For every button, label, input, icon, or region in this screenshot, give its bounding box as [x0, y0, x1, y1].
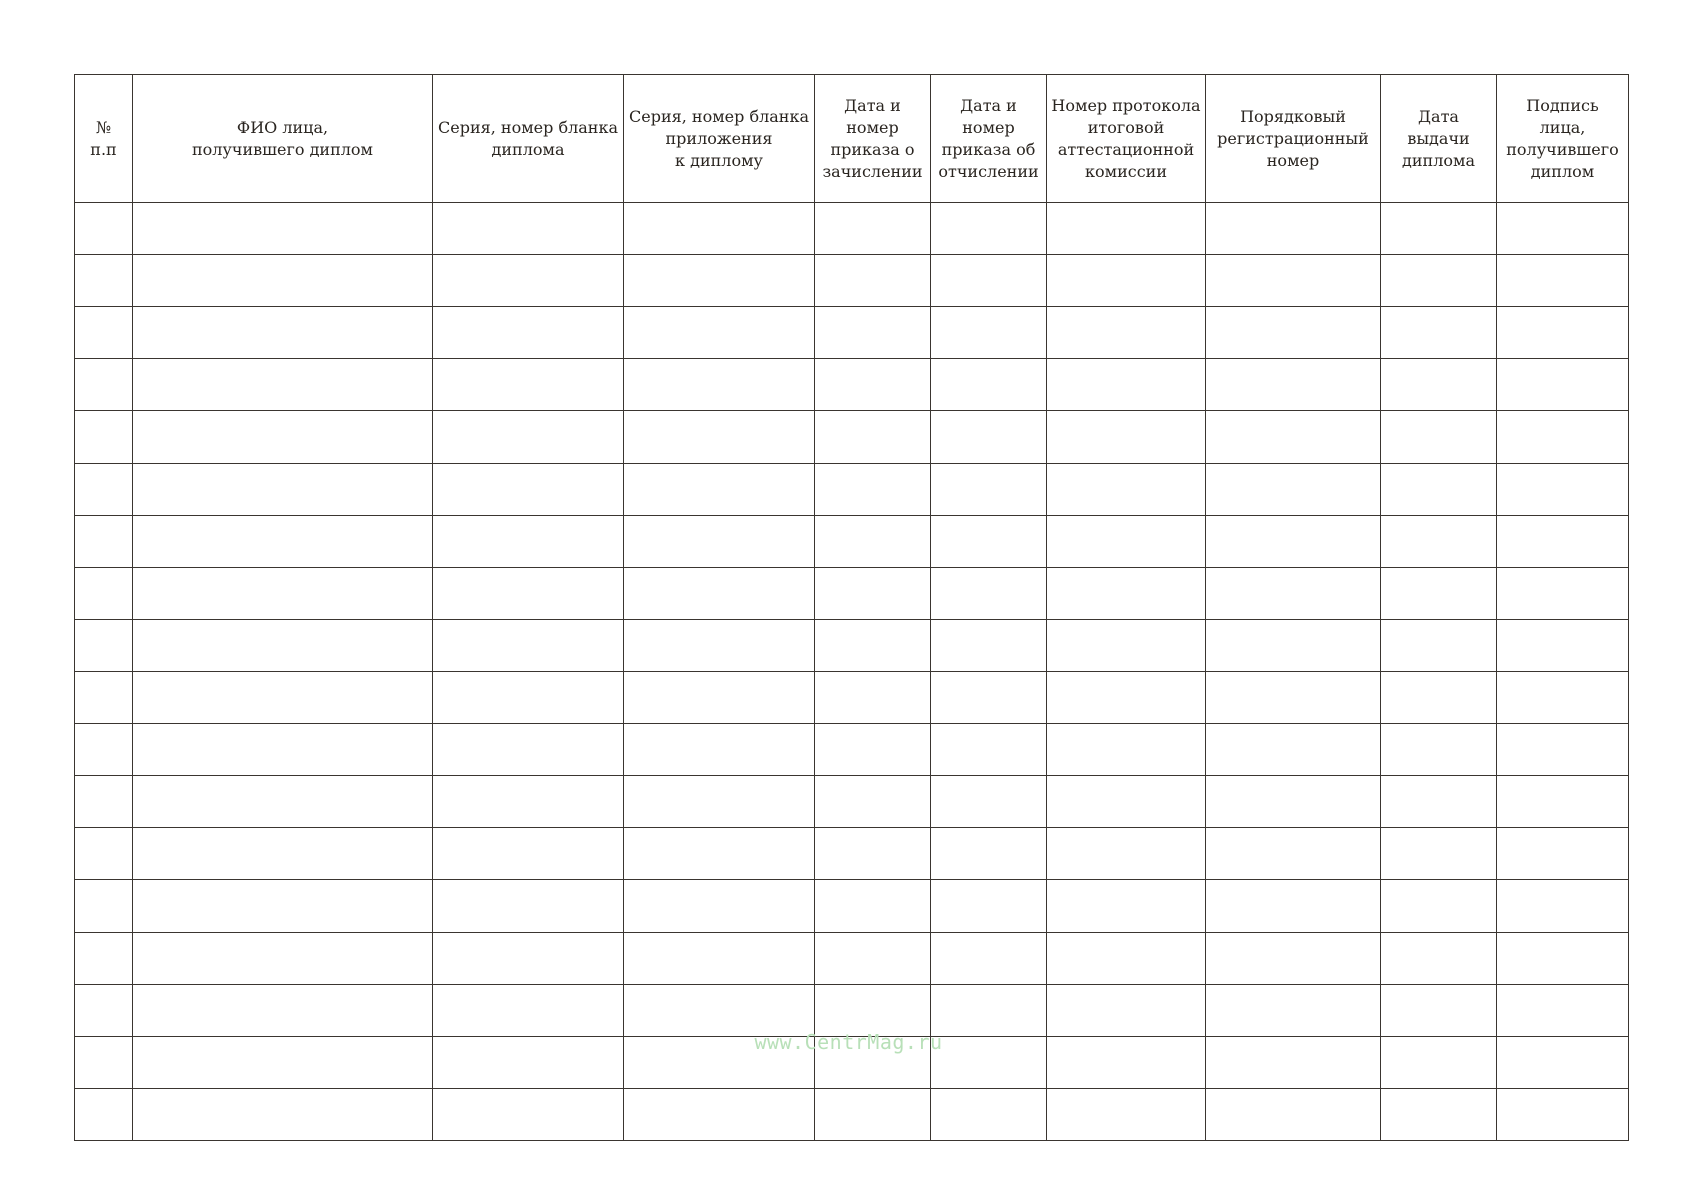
- table-row: [75, 307, 1629, 359]
- table-row: [75, 255, 1629, 307]
- table-cell[interactable]: [1047, 619, 1206, 671]
- table-cell[interactable]: [1206, 984, 1381, 1036]
- table-row: [75, 463, 1629, 515]
- table-cell[interactable]: [1047, 880, 1206, 932]
- table-cell[interactable]: [1381, 724, 1497, 776]
- table-cell[interactable]: [815, 411, 931, 463]
- table-cell[interactable]: [133, 359, 433, 411]
- table-row: [75, 515, 1629, 567]
- table-cell[interactable]: [133, 515, 433, 567]
- table-cell[interactable]: [433, 776, 624, 828]
- table-cell[interactable]: [133, 932, 433, 984]
- table-cell[interactable]: [815, 984, 931, 1036]
- table-cell[interactable]: [433, 203, 624, 255]
- table-cell[interactable]: [1497, 463, 1629, 515]
- header-cell-expulsion-order: Дата и номер приказа об отчислении: [931, 75, 1047, 203]
- table-cell[interactable]: [815, 203, 931, 255]
- table-cell[interactable]: [75, 619, 133, 671]
- table-cell[interactable]: [931, 359, 1047, 411]
- table-cell[interactable]: [931, 463, 1047, 515]
- table-cell[interactable]: [1497, 724, 1629, 776]
- table-cell[interactable]: [75, 307, 133, 359]
- table-cell[interactable]: [1497, 984, 1629, 1036]
- table-cell[interactable]: [433, 671, 624, 723]
- table-cell[interactable]: [1381, 203, 1497, 255]
- table-cell[interactable]: [75, 1088, 133, 1140]
- table-cell[interactable]: [815, 463, 931, 515]
- table-cell[interactable]: [1206, 932, 1381, 984]
- table-cell[interactable]: [1497, 515, 1629, 567]
- table-cell[interactable]: [1381, 359, 1497, 411]
- table-body: [75, 203, 1629, 1141]
- table-cell[interactable]: [133, 255, 433, 307]
- table-cell[interactable]: [624, 932, 815, 984]
- table-cell[interactable]: [1206, 359, 1381, 411]
- table-cell[interactable]: [1047, 567, 1206, 619]
- table-cell[interactable]: [1497, 880, 1629, 932]
- table-cell[interactable]: [1381, 515, 1497, 567]
- table-cell[interactable]: [624, 463, 815, 515]
- table-cell[interactable]: [433, 932, 624, 984]
- table-cell[interactable]: [133, 828, 433, 880]
- table-row: [75, 724, 1629, 776]
- watermark: www.CentrMag.ru: [754, 1030, 943, 1054]
- header-cell-commission-protocol: Номер протокола итоговой аттестационной комиссии: [1047, 75, 1206, 203]
- header-cell-diploma-serial: Серия, номер бланка диплома: [433, 75, 624, 203]
- header-cell-number: № п.п: [75, 75, 133, 203]
- table-cell[interactable]: [75, 463, 133, 515]
- table-cell[interactable]: [1381, 411, 1497, 463]
- table-cell[interactable]: [815, 619, 931, 671]
- table-cell[interactable]: [1206, 463, 1381, 515]
- table-cell[interactable]: [1497, 203, 1629, 255]
- table-row: [75, 932, 1629, 984]
- table-cell[interactable]: [433, 411, 624, 463]
- table-cell[interactable]: [433, 359, 624, 411]
- table-row: [75, 567, 1629, 619]
- table-cell[interactable]: [1497, 619, 1629, 671]
- header-cell-registration-number: Порядковый регистрационный номер: [1206, 75, 1381, 203]
- table-cell[interactable]: [1206, 307, 1381, 359]
- table-cell[interactable]: [931, 515, 1047, 567]
- table-cell[interactable]: [931, 307, 1047, 359]
- diploma-register-table: [74, 74, 1629, 1141]
- table-cell[interactable]: [815, 1088, 931, 1140]
- table-cell[interactable]: [75, 411, 133, 463]
- table-cell[interactable]: [624, 359, 815, 411]
- table-cell[interactable]: [1381, 984, 1497, 1036]
- table-cell[interactable]: [931, 1088, 1047, 1140]
- header-cell-supplement-serial: Серия, номер бланка приложения к диплому: [624, 75, 815, 203]
- table-cell[interactable]: [75, 828, 133, 880]
- table-cell[interactable]: [1206, 776, 1381, 828]
- table-cell[interactable]: [931, 411, 1047, 463]
- table-cell[interactable]: [931, 619, 1047, 671]
- table-cell[interactable]: [133, 203, 433, 255]
- table-cell[interactable]: [815, 307, 931, 359]
- table-cell[interactable]: [1381, 776, 1497, 828]
- table-cell[interactable]: [1047, 1088, 1206, 1140]
- table-cell[interactable]: [75, 255, 133, 307]
- table-cell[interactable]: [624, 984, 815, 1036]
- table-cell[interactable]: [931, 567, 1047, 619]
- table-cell[interactable]: [1206, 880, 1381, 932]
- table-cell[interactable]: [1381, 307, 1497, 359]
- table-cell[interactable]: [75, 932, 133, 984]
- table-cell[interactable]: [75, 984, 133, 1036]
- table-cell[interactable]: [75, 880, 133, 932]
- table-cell[interactable]: [133, 411, 433, 463]
- table-cell[interactable]: [1497, 932, 1629, 984]
- table-cell[interactable]: [624, 1088, 815, 1140]
- table-cell[interactable]: [931, 776, 1047, 828]
- table-cell[interactable]: [433, 567, 624, 619]
- header-row: [75, 75, 1629, 203]
- table-cell[interactable]: [1047, 515, 1206, 567]
- table-cell[interactable]: [1047, 932, 1206, 984]
- table-cell[interactable]: [133, 567, 433, 619]
- table-cell[interactable]: [75, 776, 133, 828]
- table-cell[interactable]: [1047, 724, 1206, 776]
- table-cell[interactable]: [433, 463, 624, 515]
- table-cell[interactable]: [931, 255, 1047, 307]
- table-cell[interactable]: [1047, 828, 1206, 880]
- table-cell[interactable]: [1497, 411, 1629, 463]
- table-cell[interactable]: [815, 567, 931, 619]
- table-row: [75, 828, 1629, 880]
- table-row: [75, 776, 1629, 828]
- table-row: [75, 411, 1629, 463]
- table-cell[interactable]: [1206, 671, 1381, 723]
- table-cell[interactable]: [75, 724, 133, 776]
- table-cell[interactable]: [433, 307, 624, 359]
- table-row: [75, 203, 1629, 255]
- header-cell-issue-date: Дата выдачи диплома: [1381, 75, 1497, 203]
- table-cell[interactable]: [1206, 255, 1381, 307]
- table-cell[interactable]: [133, 880, 433, 932]
- table-cell[interactable]: [1497, 1088, 1629, 1140]
- table-cell[interactable]: [624, 724, 815, 776]
- table-cell[interactable]: [815, 359, 931, 411]
- table-cell[interactable]: [1047, 671, 1206, 723]
- table-cell[interactable]: [1206, 203, 1381, 255]
- table-cell[interactable]: [815, 255, 931, 307]
- table-cell[interactable]: [931, 828, 1047, 880]
- table-cell[interactable]: [1497, 567, 1629, 619]
- table-cell[interactable]: [1047, 255, 1206, 307]
- table-cell[interactable]: [1381, 463, 1497, 515]
- table-cell[interactable]: [433, 1088, 624, 1140]
- table-cell[interactable]: [1206, 619, 1381, 671]
- table-cell[interactable]: [1206, 515, 1381, 567]
- table-cell[interactable]: [624, 619, 815, 671]
- table-cell[interactable]: [433, 255, 624, 307]
- table-cell[interactable]: [133, 724, 433, 776]
- table-cell[interactable]: [433, 984, 624, 1036]
- header-cell-signature: Подпись лица, получившего диплом: [1497, 75, 1629, 203]
- table-cell[interactable]: [1206, 411, 1381, 463]
- table-cell[interactable]: [1047, 203, 1206, 255]
- table-cell[interactable]: [1206, 1088, 1381, 1140]
- table-cell[interactable]: [624, 515, 815, 567]
- header-cell-enrollment-order: Дата и номер приказа о зачислении: [815, 75, 931, 203]
- header-cell-full-name: ФИО лица, получившего диплом: [133, 75, 433, 203]
- table-cell[interactable]: [1381, 880, 1497, 932]
- table-cell[interactable]: [75, 203, 133, 255]
- table-cell[interactable]: [75, 359, 133, 411]
- table-cell[interactable]: [433, 828, 624, 880]
- table-cell[interactable]: [931, 984, 1047, 1036]
- table-cell[interactable]: [433, 619, 624, 671]
- table-cell[interactable]: [815, 671, 931, 723]
- table-cell[interactable]: [815, 828, 931, 880]
- table-cell[interactable]: [133, 619, 433, 671]
- table-cell[interactable]: [815, 515, 931, 567]
- table-cell[interactable]: [433, 880, 624, 932]
- table-cell[interactable]: [75, 567, 133, 619]
- table-cell[interactable]: [133, 671, 433, 723]
- table-cell[interactable]: [75, 671, 133, 723]
- table-row: [75, 359, 1629, 411]
- table-cell[interactable]: [624, 828, 815, 880]
- table-cell[interactable]: [1497, 828, 1629, 880]
- table-cell[interactable]: [815, 776, 931, 828]
- table-cell[interactable]: [624, 776, 815, 828]
- table-cell[interactable]: [1047, 307, 1206, 359]
- table-row: [75, 984, 1629, 1036]
- table-cell[interactable]: [815, 724, 931, 776]
- table-cell[interactable]: [133, 984, 433, 1036]
- table-cell[interactable]: [624, 671, 815, 723]
- table-cell[interactable]: [1047, 411, 1206, 463]
- table-cell[interactable]: [1381, 932, 1497, 984]
- table-cell[interactable]: [133, 307, 433, 359]
- table-cell[interactable]: [624, 307, 815, 359]
- table-cell[interactable]: [931, 932, 1047, 984]
- table-cell[interactable]: [1047, 776, 1206, 828]
- table-cell[interactable]: [931, 724, 1047, 776]
- table-cell[interactable]: [1047, 984, 1206, 1036]
- table-cell[interactable]: [433, 724, 624, 776]
- table-cell[interactable]: [815, 932, 931, 984]
- table-cell[interactable]: [931, 671, 1047, 723]
- table-row: [75, 1088, 1629, 1140]
- table-cell[interactable]: [624, 411, 815, 463]
- table-row: [75, 880, 1629, 932]
- table-cell[interactable]: [1497, 359, 1629, 411]
- table-row: [75, 671, 1629, 723]
- table-cell[interactable]: [1497, 307, 1629, 359]
- table-cell[interactable]: [133, 1088, 433, 1140]
- table-cell[interactable]: [1206, 724, 1381, 776]
- table-cell[interactable]: [931, 880, 1047, 932]
- table-cell[interactable]: [624, 255, 815, 307]
- table-row: [75, 619, 1629, 671]
- table-cell[interactable]: [1381, 1088, 1497, 1140]
- table-cell[interactable]: [1047, 359, 1206, 411]
- table-cell[interactable]: [931, 203, 1047, 255]
- table-cell[interactable]: [1206, 828, 1381, 880]
- table-cell[interactable]: [433, 515, 624, 567]
- table-cell[interactable]: [1381, 828, 1497, 880]
- table-cell[interactable]: [75, 515, 133, 567]
- table-cell[interactable]: [1047, 463, 1206, 515]
- table-cell[interactable]: [1381, 619, 1497, 671]
- table-cell[interactable]: [133, 463, 433, 515]
- table-cell[interactable]: [815, 880, 931, 932]
- table-cell[interactable]: [1381, 255, 1497, 307]
- table-cell[interactable]: [1497, 255, 1629, 307]
- table-header: [75, 75, 1629, 203]
- table-cell[interactable]: [1381, 567, 1497, 619]
- table-cell[interactable]: [624, 880, 815, 932]
- table-cell[interactable]: [1381, 671, 1497, 723]
- table-cell[interactable]: [1497, 776, 1629, 828]
- table-cell[interactable]: [1206, 567, 1381, 619]
- table-cell[interactable]: [133, 776, 433, 828]
- table-cell[interactable]: [624, 567, 815, 619]
- table-cell[interactable]: [1497, 671, 1629, 723]
- table-cell[interactable]: [624, 203, 815, 255]
